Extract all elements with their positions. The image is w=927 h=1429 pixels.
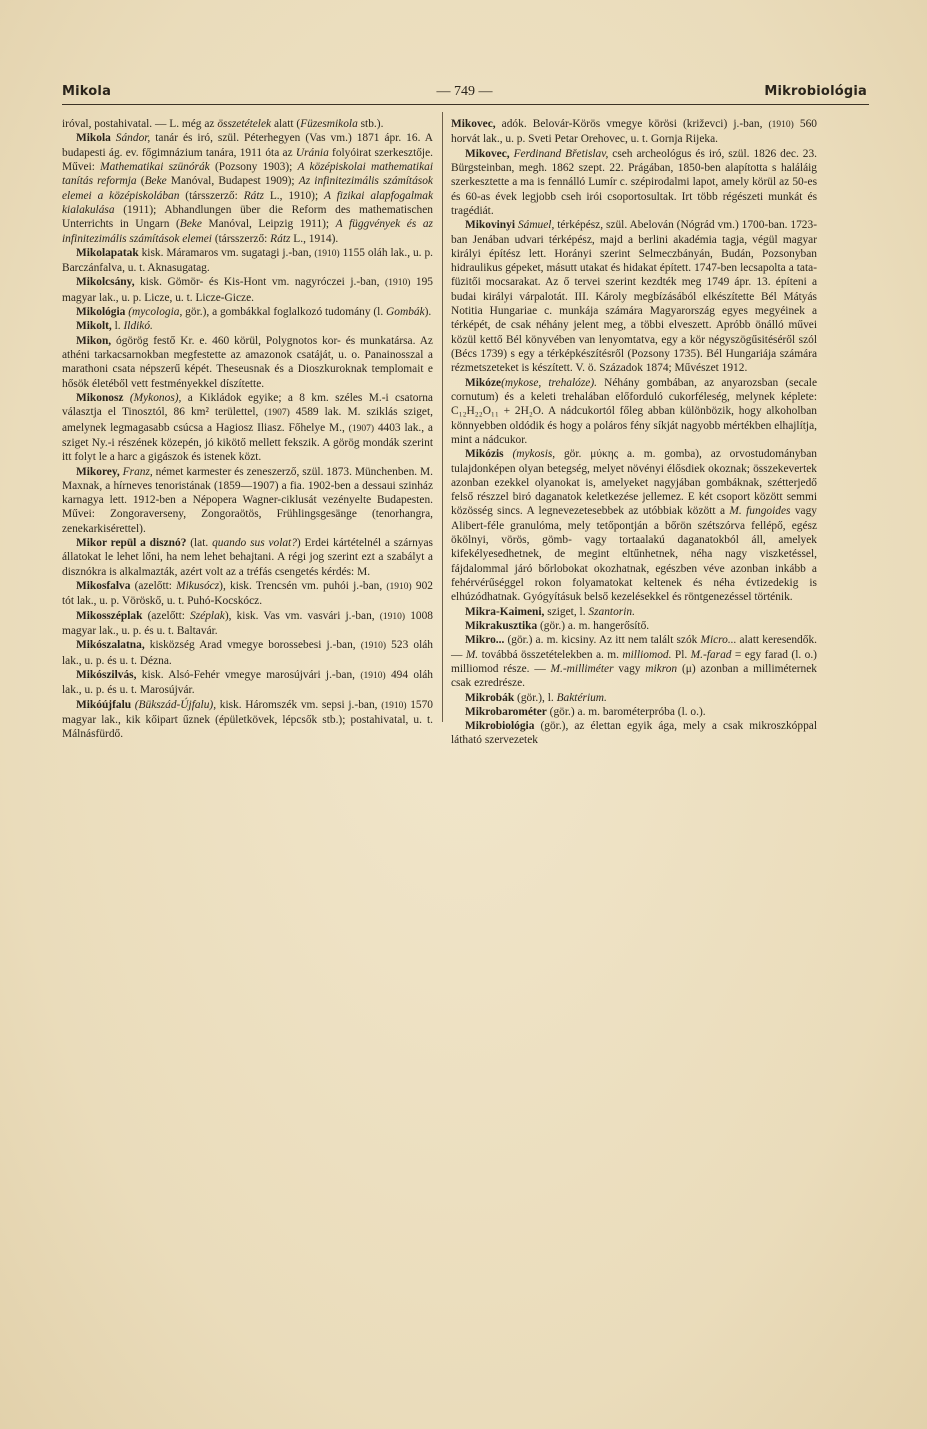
entry-text: gör.), a gombákkal foglalkozó tudomány (l. [182,306,387,319]
header-first-entry: Mikola [62,84,112,99]
entry-text: stb.). [357,118,384,130]
entry-text: (μ) azonban a milliméternek csak ezredrésze. [451,662,817,690]
entry-text: Manóval, Leipzig 1911); [201,218,336,231]
entry-italic-text: M. fungoides [729,505,791,518]
entry-text: a Kikládok egyike; a 8 km. széles M.-i csatorna választja el Tinosztól, 86 km² területtel, [62,391,433,419]
entry-headword: Mikrobarométer [465,705,547,718]
entry-text: Manóval, Budapest 1909); [166,175,299,188]
entry-headword: Mikószalatna, [76,639,145,652]
entry-text: (1910) [385,278,411,289]
entry-italic-text: milliomod. [622,648,672,661]
entry-italic-text: Uránia [295,146,329,159]
entry-italic-text: Széplak [190,609,225,622]
entry-text: kisközség Arad vmegye borossebesi j.-ban, [144,639,361,652]
entry-italic-text: quando sus volat? [212,537,297,550]
running-header [62,84,867,104]
entry-text: 4589 lak. M. sziklás sziget, amelynek legmagasabb csúcsa a Hagiosz Iliasz. Főhelye M., [62,406,433,434]
dictionary-entry [451,705,817,719]
entry-headword: Mikro... [465,634,505,647]
entry-text: kisk. Háromszék vm. sepsi j.-ban, [216,698,382,711]
entry-italic-text: Ferdinand Břetislav, [513,147,609,160]
dictionary-entry [62,246,433,276]
entry-text: (1907) [348,423,374,434]
entry-text: ) Erdei kártételnél a szárnyas állatokat le lehet lőni, ha nem lehet behajtani. A régi jog szerint ezt a szabályt a disznókra is alkalmazták, azért volt az a tréfás csengetés kérdés: M. [62,537,433,578]
entry-italic-text: Rátz [243,189,264,202]
entry-italic-text: (Bükszád-Újfalu), [134,698,217,711]
dictionary-entry [62,334,433,391]
entry-italic-text: Mathematikai szünórák [100,160,210,173]
entry-text: (1910) [381,700,407,711]
entry-italic-text: M.-milliméter [550,662,614,675]
entry-headword: Mikóze [465,376,502,389]
entry-text: 494 oláh lak., u. p. és u. t. Marosújvár. [62,668,433,697]
entry-text: iróval, postahivatal. — L. még az [62,118,218,130]
entry-headword: Mikon, [76,334,112,347]
entry-text: 560 horvát lak., u. p. Sveti Petar Orehovec, u. t. Gornja Rijeka. [451,118,817,146]
entry-text: ), kisk. Vas vm. vasvári j.-ban, [224,609,380,622]
entry-italic-text: Franz, [122,465,153,478]
entry-italic-text: A középiskolai mathematikai tanítás reformja [62,160,433,188]
entry-text: (társszerző: [179,189,244,202]
entry-italic-text: Füzesmikola [300,118,358,130]
entry-text: gör. μύκης a. m. gomba), az orvostudományban tulajdonképen olyan betegség, melyet növényi élősdiek okoznak; összekevertek azonban ezekkel olyanokat is, amelyeket nagyjában gombáknak, szétterjedő felső részzel biró daganatok keletkezése jellemez. E két csoport között semmi közösség sincs. A legnevezetesebbek az utóbbiak között a [451,448,817,518]
dictionary-entry [451,376,817,448]
entry-text: 1570 magyar lak., kik kőipart űznek (épületkövek, lépcsők stb.); postahivatal, u. t. Málnásfürdő. [62,698,433,741]
dictionary-entry [451,619,817,633]
column-divider [442,112,443,722]
entry-text: (azelőtt: [142,609,191,622]
entry-italic-text: (mykosis, [512,448,556,461]
entry-text: (azelőtt: [130,580,177,592]
entry-headword: Mikológia [76,306,126,319]
entry-text: (1910) [360,670,386,681]
entry-headword: Mikrakusztika [465,619,538,632]
entry-italic-text: összetételek [217,118,272,130]
entry-text: kisk. Máramaros vm. sugatagi j.-ban, [138,246,315,259]
right-column [451,117,817,748]
entry-italic-text: Az infinitezimális számítások elemei a középiskolában [62,175,433,202]
entry-headword: Mikovec, [465,147,510,160]
entry-italic-text: (mykose, trehalóze). [501,376,597,389]
dictionary-entry [451,633,817,690]
entry-headword: Mikovec, [451,118,496,130]
entry-text: (lat. [186,537,213,550]
entry-text: (gör.), az élettan egyik ága, mely a csak mikroszkóppal látható szervezetek [451,720,817,747]
entry-text: = egy farad (l. o.) milliomod része. — [451,648,817,675]
entry-italic-text: Micro... [700,634,737,647]
entry-italic-text: A fizikai alapfogalmak kialakulása [62,189,434,216]
dictionary-entry [62,305,433,319]
entry-headword: Mikózis [465,448,504,461]
entry-text: ). [424,306,432,319]
entry-headword: Mikra-Kaimeni, [465,605,545,618]
entry-text: kisk. Alsó-Fehér vmegye marosújvári j.-ban, [136,668,361,681]
entry-headword: Mikorey, [76,465,120,478]
entry-text: 1008 magyar lak., u. p. és u. t. Baltavár. [62,609,434,637]
entry-text: vagy Alibert-féle granulóma, mely tetőpontján a bőrön szétszórva fellépő, egész ökölnyi, vörös, gömb- vagy tortaalakú daganatokból áll, amelyek kifekélyesedhetnek, de megint eltűnhetnek, néha nagy viszketéssel, fájdalommal járó bőrlobokat okozhatnak, egészben véve azonban inkább a fehérvérűséggel rokon folyamatokat keltenek és néha évtizedekig is elhúzódhatnak. Gyógyításuk belső kezelésekkel és röntgenezéssel történik. [451,505,817,604]
left-column [62,117,433,741]
entry-headword: Mikovinyi [465,219,516,232]
entry-text: L., 1910); [263,189,324,202]
entry-text: (Pozsony 1903); [209,160,298,173]
entry-text: kisk. Gömör- és Kis-Hont vm. nagyróczei j.-ban, [134,276,386,289]
entry-text: vagy [613,662,646,675]
dictionary-entry [62,275,433,305]
entry-text: (társszerző: [211,232,271,245]
entry-text: (1910) [379,611,406,622]
entry-text: (1910) [768,120,794,130]
entry-italic-text: Baktérium. [556,691,607,704]
entry-headword: Mikrobák [465,691,515,704]
entry-italic-text: Sándor, [115,132,151,145]
entry-text: tanár és iró, szül. Péterhegyen (Vas vm.) 1871 ápr. 16. A budapesti ág. ev. főgimnázium tanára, 1911 óta az [62,132,433,159]
dictionary-entry [451,691,817,705]
entry-text: továbbá összetételekben a. m. [478,648,623,661]
entry-text: adók. Belovár-Körös vmegye körösi (križevci) j.-ban, [495,118,769,130]
dictionary-entry [62,319,433,333]
entry-text: sziget, l. [544,605,589,618]
dictionary-entry [451,218,817,375]
dictionary-entry [62,698,433,742]
entry-text: (gör.) a. m. barométerpróba (l. o.). [546,705,706,718]
entry-italic-text: Szantorin. [588,605,635,618]
dictionary-entry [451,117,817,147]
dictionary-entry [62,465,433,537]
dictionary-entry [62,391,433,465]
entry-text: Pl. [671,648,691,661]
dictionary-entry [62,668,433,698]
dictionary-entry [451,605,817,619]
entry-text: (1907) [264,408,290,419]
entry-text: 902 tót lak., u. p. Vöröskő, u. t. Puhó-Kocskócz. [62,580,433,608]
entry-text: folyóirat szerkesztője. Művei: [62,146,433,173]
entry-italic-text: Beke [144,175,167,188]
entry-text: 4403 lak., a sziget Ny.-i részének közepén, jó kikötő mellett fekszik. A görög mondák szerint itt folyt le a harc a gigászok és istenek közt. [62,421,433,464]
entry-italic-text: Mikusócz [176,580,220,592]
header-rule [62,104,869,105]
entry-italic-text: Ildikó. [123,320,153,333]
dictionary-entry [451,447,817,604]
entry-italic-text: M.-farad [690,648,732,661]
entry-italic-text: Gombák [386,306,425,319]
entry-headword: Mikóújfalu [76,698,132,711]
entry-italic-text: M. [465,648,479,661]
entry-text: (gör.), l. [514,691,557,704]
entry-text: térképész, szül. Abelován (Nógrád vm.) 1700-ban. 1723-ban Jenában udvari térképész, majd a berlini akadémia tagja, végül magyar királyi építész lett. Horányi szerint Selmeczbányán, Budán, Pozsonyban hidraulikus gépeket, másutt utakat és hidakat épített. 1747-ben lecsapolta a tata-füzitői mocsarakat. Az ő tervei szerint kezdték meg 1749 ápr. 13. építeni a budai királyi várpalotát. III. Károly megbízásából elkészítette Bél Mátyás Notitia Hungariae c. munkája számára Magyarország egyes megyéinek a térképét, de csak néhány jelent meg, a többi elveszett. Apróbb önálló művei közül kettő Bél könyvében van lenyomtatva, egy a kör négyszögűsitéséről szól (Bécs 1739) s egy a térképkészítésről (Pozsony 1735). Bél Hungariája számára rézmetszeteket is készített. V. ö. Századok 1874; Művészet 1912. [451,219,817,375]
entry-headword: Mikosszéplak [76,609,143,622]
entry-text: ógörög festő Kr. e. 460 körül, Polygnotos kor- és munkatársa. Az athéni tarkacsarnokban megfestette az amazonok csatáját, u. o. Panainosszal a marathoni csata népszerű képét. Theseusnak és a Dioszkuroknak templomait e hősök életéből vett festményekkel díszítette. [62,334,433,390]
entry-text: német karmester és zeneszerző, szül. 1873. Münchenben. M. Maxnak, a hírneves tenoristának (1859—1907) a fia. 1902-ben a dessaui szinház karnagya lett. 1912-ben a Népopera Wagner-ciklusát vezényelte Budapesten. Művei: Zongoraverseny, Zongoraötös, Frühlingsgesänge (tenorhangra, zenekarkisérettel). [62,465,434,535]
entry-italic-text: mikron [645,662,678,675]
entry-italic-text: Beke [179,218,202,231]
entry-text: 1155 oláh lak., u. p. Barczánfalva, u. t. Aknasugatag. [62,246,433,275]
entry-headword: Mikolcsány, [76,276,135,289]
entry-headword: Mikola [76,132,111,145]
entry-headword: Mikor repül a disznó? [76,537,187,550]
dictionary-entry [62,638,433,668]
entry-text: (gör.) a. m. hangerősítő. [537,619,650,632]
entry-headword: Mikosfalva [76,580,131,592]
entry-text: (gör.) a. m. kicsiny. Az itt nem talált szók [504,634,701,647]
entry-italic-text: Rátz [270,232,291,245]
dictionary-entry [451,719,817,748]
entry-headword: Mikonosz [76,391,124,404]
entry-text: ( [136,175,145,188]
dictionary-entry [62,117,433,131]
entry-text: cseh archeológus és iró, szül. 1826 dec. 23. Bürgsteinban, megh. 1862 szept. 22. Prágában, 1850-ben alapította s haláláig szerkesztette a ma is fennálló Lumír c. szépirodalmi lapot, amely körül az 50-es és 60-as évek legjobb cseh irói csoportosultak. Irt több régészeti munkát és tragédiát. [451,147,818,217]
entry-text: 523 oláh lak., u. p. és u. t. Dézna. [62,639,433,667]
entry-italic-text: (mycologia, [128,306,183,319]
entry-italic-text: A függvények és az infinitezimális számítások elemei [62,218,433,245]
entry-headword: Mikrobiológia [465,720,535,733]
entry-headword: Mikolapatak [76,246,139,259]
entry-text: (1911); Abhandlungen über die Reform des mathematischen Unterrichts in Ungarn ( [62,203,433,231]
entry-text: (1910) [314,248,340,259]
dictionary-entry [62,609,433,639]
header-last-entry: Mikrobiológia [764,84,867,99]
entry-headword: Mikószilvás, [76,668,137,681]
dictionary-entry [62,579,433,609]
entry-text: alatt ( [271,118,301,130]
entry-text: alatt keresendők. — [451,634,817,661]
entry-text: Néhány gombában, az anyarozsban (secale cornutum) és a keleti trehalában előforduló cukorféleség, melynek képlete: C₁₂H₂₂O₁₁ + 2H₂O. A nádcukortól főleg abban különbözik, hogy alkoholban könnyebben oldódik és hogy a poláros fény síkját nagyobb mértékben elhajlítja, mint a nádcukor. [451,376,817,446]
dictionary-entry [451,147,817,219]
entry-text: (1910) [386,582,412,592]
entry-text: (1910) [360,641,387,652]
entry-text: l. [111,320,124,333]
page-number: — 749 — [436,84,493,99]
entry-text: 195 magyar lak., u. p. Licze, u. t. Licze-Gicze. [62,276,434,304]
entry-italic-text: (Mykonos), [129,391,182,404]
entry-text: ), kisk. Trencsén vm. puhói j.-ban, [219,580,387,592]
dictionary-entry [62,131,433,246]
entry-italic-text: Sámuel, [517,219,555,232]
dictionary-entry [62,536,433,579]
entry-headword: Mikolt, [76,320,112,333]
entry-text: L., 1914). [290,232,339,245]
